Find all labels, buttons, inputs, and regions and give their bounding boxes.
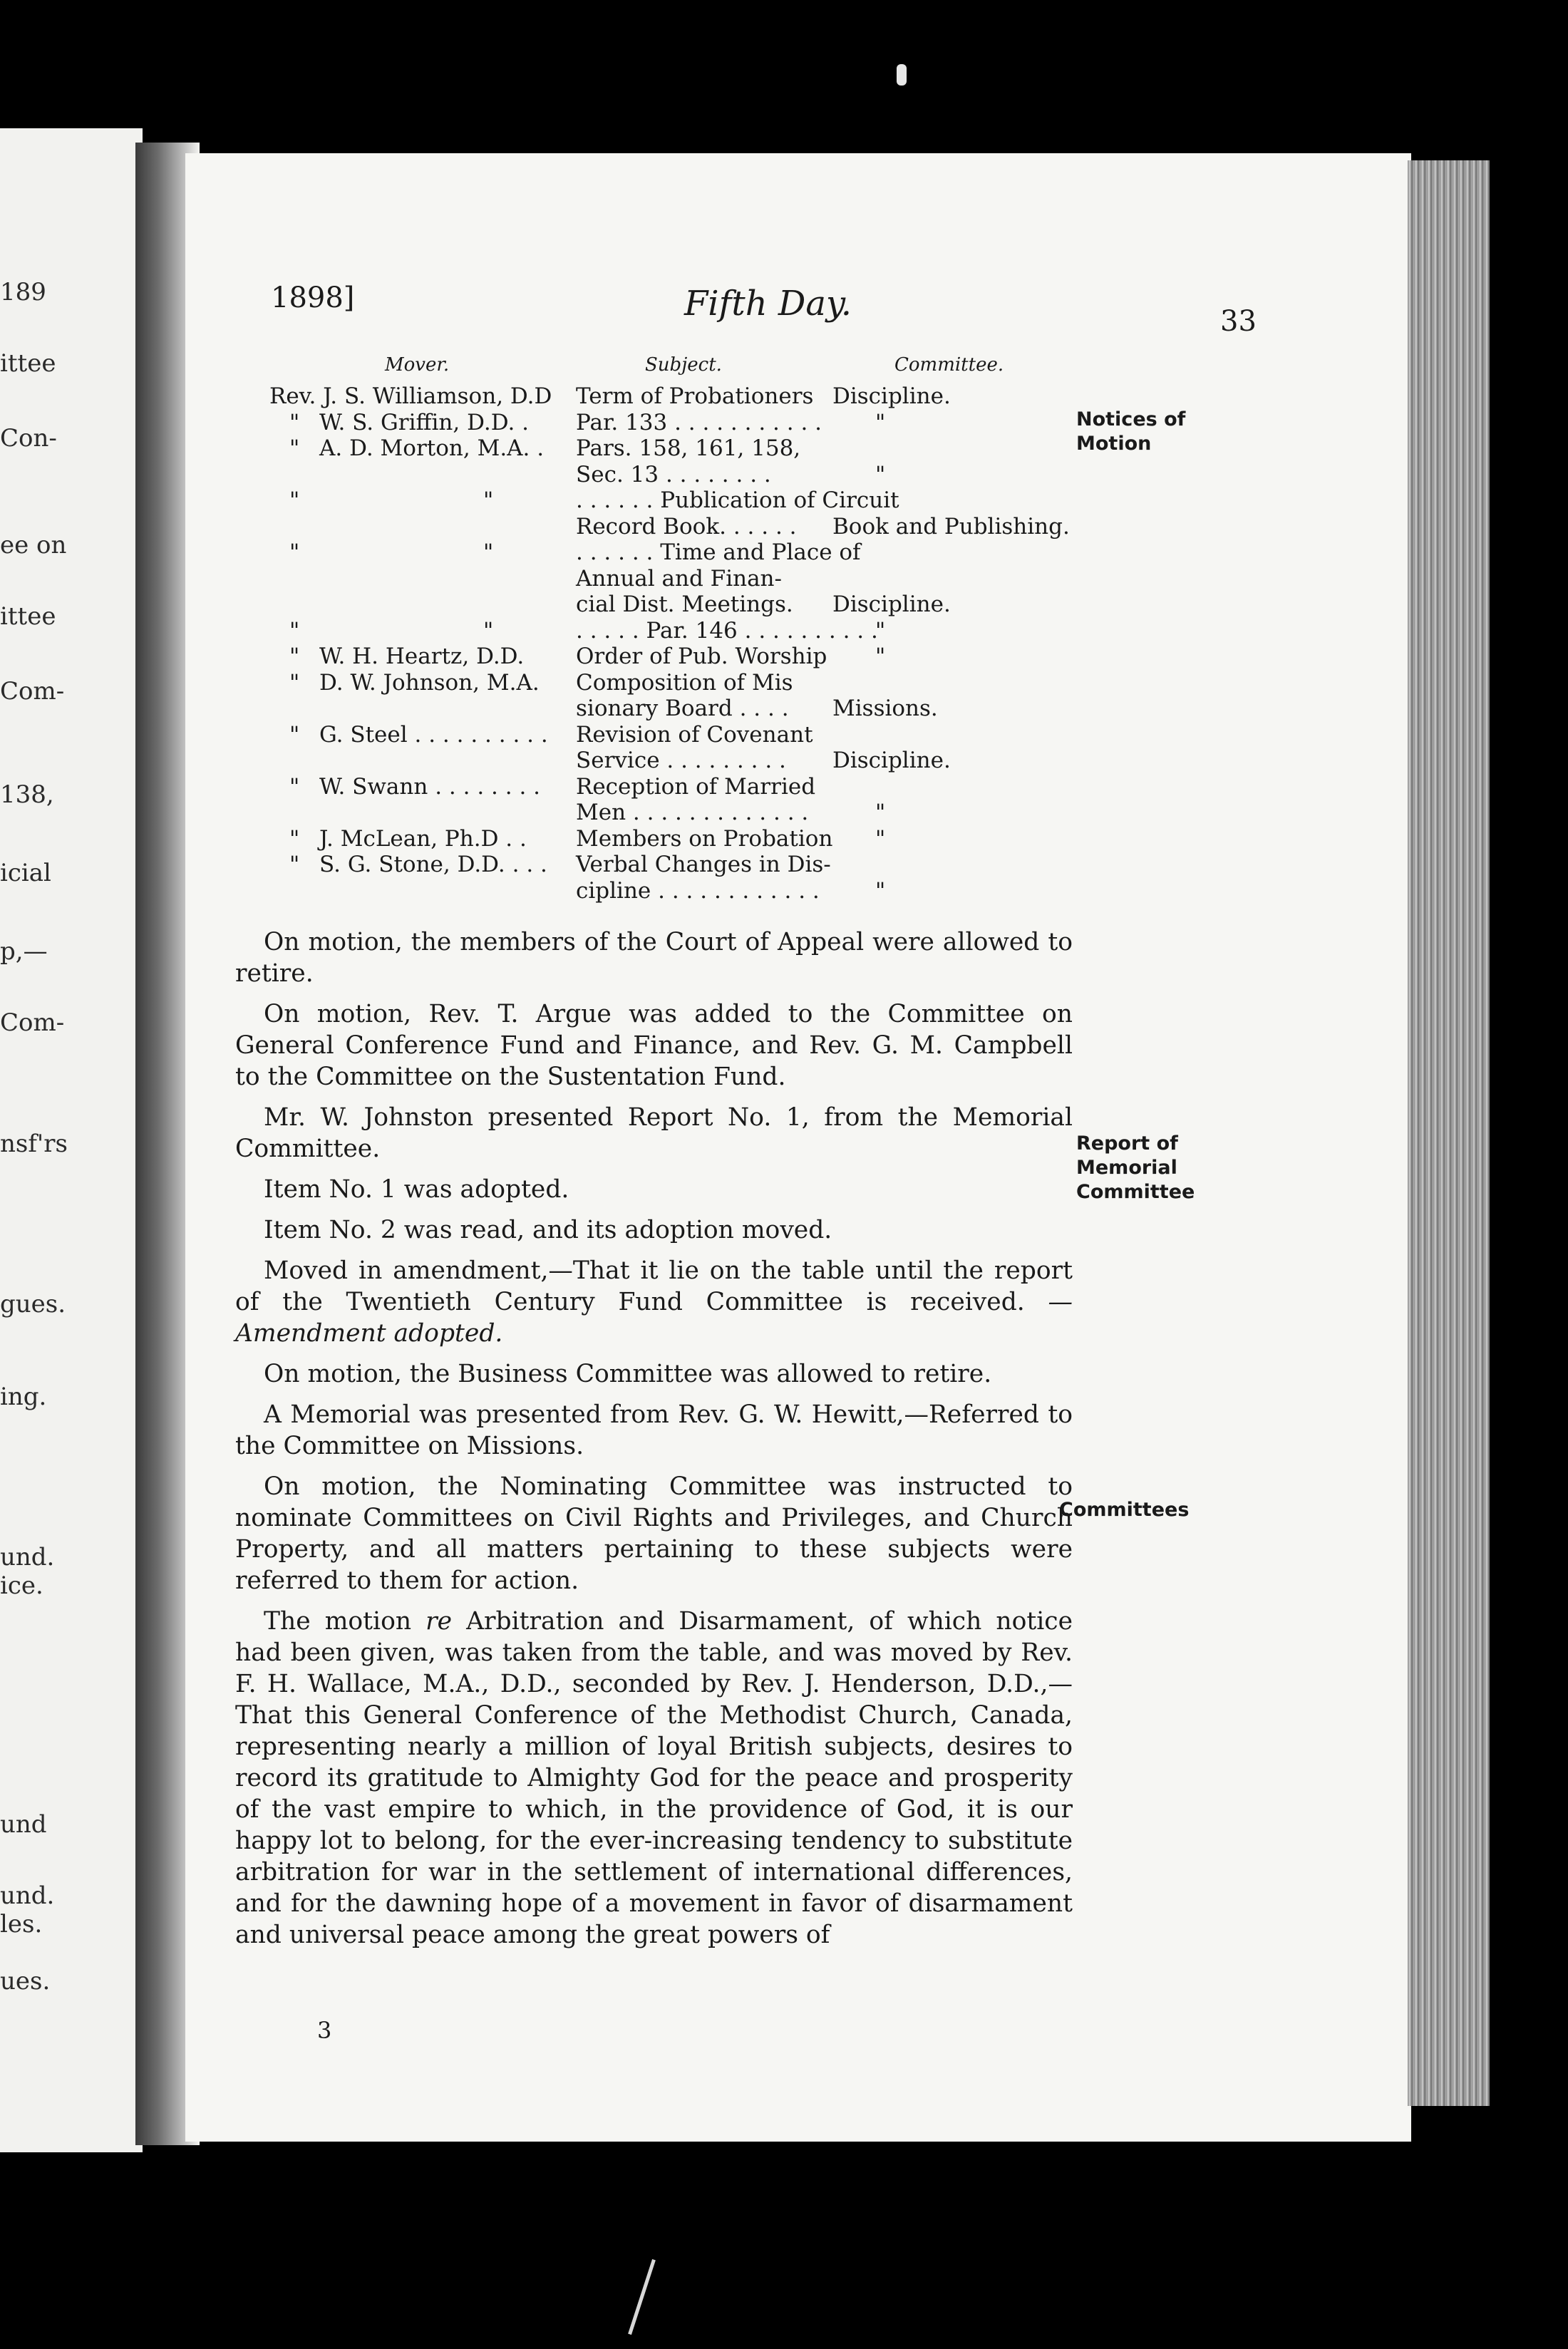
motion-lead: " bbox=[289, 773, 300, 800]
motion-mover: A. D. Morton, M.A. . bbox=[319, 435, 545, 461]
motion-lead: " bbox=[289, 669, 300, 696]
left-fragment: und bbox=[0, 1810, 47, 1839]
motion-subject: Reception of Married bbox=[576, 773, 816, 800]
motion-committee: Book and Publishing. bbox=[832, 513, 1070, 540]
arbitration-text: notice had been given, was taken from the table, and was moved by Rev. F. H. Wallace, M.A., D.D., seconded by Rev. J. Henderson, D.D.,—That this General Conference of the Methodist Church, Canada, representing nearly a million of loyal British subjects, desires to record its gratitude to Almighty God for the peace and prosperity of the vast empire to which, in the providence of God, it is our happy lot to belong, for the ever-increasing tendency to substitute arbitration for war in the settlement of international differences, and for the dawning hope of a movement in favor of disarmament and universal peace among the great powers of bbox=[235, 1607, 1073, 1949]
motion-mover: Rev. J. S. Williamson, D.D bbox=[269, 383, 552, 409]
left-fragment: Com- bbox=[0, 1008, 65, 1037]
scan-speck bbox=[628, 2259, 656, 2335]
motion-subject: Service . . . . . . . . . bbox=[576, 748, 786, 773]
motion-lead: " bbox=[289, 617, 300, 644]
motion-committee: Discipline. bbox=[832, 592, 951, 617]
signature-mark: 3 bbox=[317, 2017, 332, 2044]
left-fragment: icial bbox=[0, 859, 51, 887]
amendment-note: —Amendment adopted. bbox=[235, 1288, 1073, 1348]
motion-subject: Verbal Changes in Dis- bbox=[576, 852, 831, 877]
running-head-year: 1898] bbox=[271, 282, 355, 314]
motion-committee: Discipline. bbox=[832, 748, 951, 773]
left-fragment: ittee bbox=[0, 349, 56, 378]
motion-subject: Pars. 158, 161, 158, bbox=[576, 435, 801, 461]
motion-mover: W. H. Heartz, D.D. bbox=[319, 644, 525, 669]
left-fragment: gues. bbox=[0, 1290, 66, 1318]
paragraph-arbitration bbox=[235, 1606, 1073, 1951]
left-fragment: 138, bbox=[0, 780, 54, 809]
motion-lead: " bbox=[289, 435, 300, 461]
motion-mover: W. S. Griffin, D.D. . bbox=[319, 409, 530, 435]
motion-mover: " bbox=[483, 487, 494, 513]
left-fragment: Con- bbox=[0, 424, 57, 453]
motion-committee: " bbox=[875, 617, 886, 644]
left-fragment: ittee bbox=[0, 602, 56, 631]
minutes-body bbox=[235, 926, 1073, 1960]
left-fragment: ues. bbox=[0, 1967, 51, 1996]
motion-committee: Missions. bbox=[832, 696, 938, 721]
motion-subject: Order of Pub. Worship bbox=[576, 644, 827, 669]
motion-lead: " bbox=[289, 644, 300, 669]
column-header-committee: Committee. bbox=[894, 354, 1004, 376]
left-fragment: nsf'rs bbox=[0, 1130, 68, 1158]
motion-subject: cipline . . . . . . . . . . . . bbox=[576, 877, 820, 904]
amendment-text: Moved in amendment,—That it lie on the table until the report of the Twentieth Century Fund Committee is received. bbox=[235, 1256, 1073, 1316]
motion-committee: Discipline. bbox=[832, 383, 951, 409]
motion-lead: " bbox=[289, 825, 300, 852]
motion-subject: cial Dist. Meetings. bbox=[576, 592, 793, 617]
motion-mover: G. Steel . . . . . . . . . . bbox=[319, 721, 548, 748]
sidenote-notices-of-motion: Notices of Motion bbox=[1076, 408, 1186, 455]
motion-subject: Men . . . . . . . . . . . . . bbox=[576, 800, 809, 825]
arbitration-mid: Arbitration and Disarmament, of which bbox=[466, 1607, 982, 1636]
left-fragment: 189 bbox=[0, 278, 46, 306]
motion-lead: " bbox=[289, 409, 300, 435]
arbitration-lead: The motion bbox=[264, 1607, 412, 1636]
motion-subject: Term of Probationers bbox=[576, 383, 814, 409]
page-edges bbox=[1408, 160, 1490, 2106]
scan-speck bbox=[897, 64, 907, 86]
motion-subject: . . . . . Par. 146 . . . . . . . . . . bbox=[576, 617, 878, 644]
paragraph: On motion, the members of the Court of Appeal were allowed to retire. bbox=[235, 928, 1073, 988]
motion-committee: " bbox=[875, 461, 886, 487]
paragraph: On motion, the Business Committee was allowed to retire. bbox=[264, 1360, 992, 1388]
paragraph-amendment bbox=[235, 1255, 1073, 1349]
left-fragment: les. bbox=[0, 1910, 43, 1938]
motion-subject: sionary Board . . . . bbox=[576, 696, 789, 721]
motion-mover: " bbox=[483, 540, 494, 565]
motion-lead: " bbox=[289, 852, 300, 877]
motion-committee: " bbox=[875, 644, 886, 669]
paragraph: Mr. W. Johnston presented Report No. 1, from the Memorial Committee. bbox=[235, 1103, 1073, 1163]
paragraph: Item No. 1 was adopted. bbox=[264, 1175, 569, 1204]
column-header-mover: Mover. bbox=[385, 354, 450, 376]
motion-mover: J. McLean, Ph.D . . bbox=[319, 825, 527, 852]
left-fragment: und. bbox=[0, 1543, 55, 1571]
motion-lead: " bbox=[289, 540, 300, 565]
motion-subject: Members on Probation bbox=[576, 825, 833, 852]
motion-lead: " bbox=[289, 721, 300, 748]
motion-subject: Revision of Covenant bbox=[576, 721, 813, 748]
motion-subject: . . . . . . Time and Place of bbox=[576, 540, 861, 565]
left-page-fragment bbox=[0, 128, 143, 2152]
motion-subject: Par. 133 . . . . . . . . . . . bbox=[576, 409, 822, 435]
left-fragment: ice. bbox=[0, 1571, 43, 1600]
left-fragment: p,— bbox=[0, 937, 48, 966]
motion-mover: D. W. Johnson, M.A. bbox=[319, 669, 540, 696]
left-fragment: ee on bbox=[0, 531, 67, 559]
motion-mover: W. Swann . . . . . . . . bbox=[319, 773, 540, 800]
motion-mover: S. G. Stone, D.D. . . . bbox=[319, 852, 547, 877]
left-fragment: Com- bbox=[0, 677, 65, 706]
motion-subject: Record Book. . . . . . bbox=[576, 513, 797, 540]
motion-committee: " bbox=[875, 877, 886, 904]
motion-subject: Annual and Finan- bbox=[576, 565, 782, 592]
motion-committee: " bbox=[875, 825, 886, 852]
motion-subject: Composition of Mis bbox=[576, 669, 793, 696]
paragraph: On motion, the Nominating Committee was instructed to nominate Committees on Civil Rights and Privileges, and Church Property, and all matters pertaining to these subjects were referred to them for action. bbox=[235, 1472, 1073, 1595]
motion-lead: " bbox=[289, 487, 300, 513]
paragraph: On motion, Rev. T. Argue was added to the Committee on General Conference Fund and Finance, and Rev. G. M. Campbell to the Committee on the Sustentation Fund. bbox=[235, 1000, 1073, 1091]
sidenote-committees: Committees bbox=[1059, 1499, 1190, 1521]
paragraph: A Memorial was presented from Rev. G. W. Hewitt,—Referred to the Committee on Missions. bbox=[235, 1400, 1073, 1460]
motion-subject: . . . . . . Publication of Circuit bbox=[576, 487, 899, 513]
paragraph: Item No. 2 was read, and its adoption moved. bbox=[264, 1216, 832, 1244]
motion-mover: " bbox=[483, 617, 494, 644]
arbitration-re: re bbox=[425, 1607, 453, 1636]
sidenote-report-memorial: Report of Memorial Committee bbox=[1076, 1132, 1195, 1203]
page-number: 33 bbox=[1220, 305, 1257, 338]
motion-committee: " bbox=[875, 409, 886, 435]
motion-subject: Sec. 13 . . . . . . . . bbox=[576, 461, 771, 487]
left-fragment: ing. bbox=[0, 1383, 47, 1411]
running-head-title: Fifth Day. bbox=[684, 284, 852, 324]
column-header-subject: Subject. bbox=[645, 354, 722, 376]
left-fragment: und. bbox=[0, 1881, 55, 1910]
motion-committee: " bbox=[875, 800, 886, 825]
